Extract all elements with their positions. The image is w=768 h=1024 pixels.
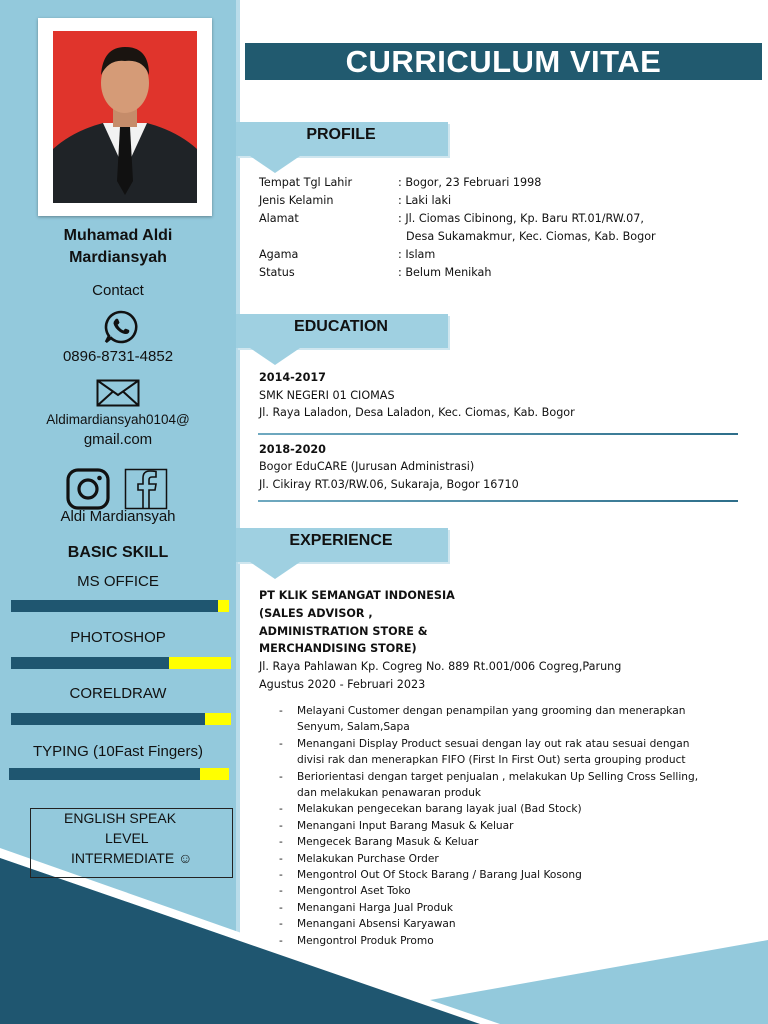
language-line-2: LEVEL	[105, 830, 149, 846]
language-box	[30, 808, 233, 878]
divider	[258, 500, 738, 502]
phone-number[interactable]: 0896-8731-4852	[62, 348, 174, 365]
instagram-icon	[66, 468, 110, 510]
profile-photo	[53, 31, 197, 203]
skill-label: PHOTOSHOP	[70, 629, 166, 646]
facebook-icon	[124, 468, 168, 510]
experience-heading: EXPERIENCE	[289, 532, 393, 549]
skill-label: MS OFFICE	[77, 573, 159, 590]
duty-item: - Mengontrol Aset Toko	[277, 883, 698, 899]
language-line-3: INTERMEDIATE ☺	[71, 850, 193, 866]
profile-heading: PROFILE	[306, 126, 376, 143]
email-address[interactable]	[0, 410, 236, 450]
profile-value: : Jl. Ciomas Cibinong, Kp. Baru RT.01/RW.07,	[398, 212, 644, 225]
name-line-2: Mardiansyah	[69, 249, 167, 266]
full-name	[0, 225, 236, 269]
profile-section-tab	[236, 122, 448, 156]
duty-item-continued: Senyum, Salam,Sapa	[297, 721, 410, 734]
education-address: Jl. Cikiray RT.03/RW.06, Sukaraja, Bogor 16710	[259, 478, 519, 491]
skill-label: CORELDRAW	[69, 685, 167, 702]
profile-value: : Bogor, 23 Februari 1998	[398, 176, 542, 189]
skill-bar-fill	[9, 768, 200, 780]
duty-item: - Melakukan Purchase Order	[277, 851, 698, 867]
contact-title: Contact	[92, 282, 144, 299]
photo-frame	[38, 18, 212, 216]
skill-bar	[11, 657, 231, 669]
skill-label: TYPING (10Fast Fingers)	[32, 743, 204, 760]
duty-item-continued: divisi rak dan menerapkan FIFO (First In First Out) serta grouping product	[297, 754, 686, 767]
duty-item: - Mengecek Barang Masuk & Keluar	[277, 834, 698, 850]
basic-skill-title: BASIC SKILL	[67, 544, 169, 561]
skill-bar-fill	[11, 713, 205, 725]
company-name: PT KLIK SEMANGAT INDONESIA	[259, 589, 455, 602]
profile-label: Agama	[259, 248, 299, 261]
name-line-1: Muhamad Aldi	[63, 227, 173, 244]
tab-notch	[250, 348, 300, 365]
skill-bar-fill	[11, 657, 169, 669]
duty-item: - Melakukan pengecekan barang layak jual (Bad Stock)	[277, 801, 698, 817]
whatsapp-icon	[103, 309, 139, 345]
duty-list	[277, 703, 698, 949]
duty-item: - Menangani Absensi Karyawan	[277, 916, 698, 932]
profile-value: : Laki laki	[398, 194, 452, 207]
language-line-1: ENGLISH SPEAK	[64, 810, 177, 826]
profile-label: Tempat Tgl Lahir	[259, 176, 353, 189]
profile-label: Alamat	[259, 212, 299, 225]
duty-item: - Beriorientasi dengan target penjualan , melakukan Up Selling Cross Selling,	[277, 769, 698, 785]
education-heading: EDUCATION	[294, 318, 388, 335]
profile-value: Desa Sukamakmur, Kec. Ciomas, Kab. Bogor	[406, 230, 656, 243]
duty-item: - Mengontrol Produk Promo	[277, 933, 698, 949]
job-role-line: ADMINISTRATION STORE &	[259, 625, 428, 638]
email-line-1: Aldimardiansyah0104@	[46, 412, 190, 427]
education-section-tab	[236, 314, 448, 348]
corner-light-triangle	[430, 940, 768, 1024]
divider	[258, 433, 738, 435]
profile-value: : Islam	[398, 248, 436, 261]
education-school: Bogor EduCARE (Jurusan Administrasi)	[259, 460, 475, 473]
duty-item: - Mengontrol Out Of Stock Barang / Barang Jual Kosong	[277, 867, 698, 883]
skill-bar	[11, 713, 231, 725]
skill-bar-fill	[11, 600, 218, 612]
duty-item: - Melayani Customer dengan penampilan yang grooming dan menerapkan	[277, 703, 698, 719]
email-line-2: gmail.com	[83, 431, 153, 448]
cv-title: CURRICULUM VITAE	[245, 43, 762, 80]
mail-icon	[96, 379, 140, 407]
profile-label: Jenis Kelamin	[259, 194, 334, 207]
profile-value: : Belum Menikah	[398, 266, 492, 279]
education-address: Jl. Raya Laladon, Desa Laladon, Kec. Ciomas, Kab. Bogor	[259, 406, 575, 419]
tab-notch	[250, 156, 300, 173]
duty-item: - Menangani Input Barang Masuk & Keluar	[277, 818, 698, 834]
experience-section-tab	[236, 528, 448, 562]
education-school: SMK NEGERI 01 CIOMAS	[259, 389, 395, 402]
job-role-line: MERCHANDISING STORE)	[259, 642, 417, 655]
tab-notch	[250, 562, 300, 579]
company-address: Jl. Raya Pahlawan Kp. Cogreg No. 889 Rt.001/006 Cogreg,Parung	[259, 660, 622, 673]
education-years: 2014-2017	[259, 371, 326, 384]
skill-bar	[11, 600, 229, 612]
job-role-line: (SALES ADVISOR ,	[259, 607, 373, 620]
social-handle: Aldi Mardiansyah	[60, 508, 176, 525]
skill-bar	[9, 768, 229, 780]
job-period: Agustus 2020 - Februari 2023	[259, 678, 426, 691]
duty-item: - Menangani Harga Jual Produk	[277, 900, 698, 916]
profile-label: Status	[259, 266, 295, 279]
duty-item: - Menangani Display Product sesuai dengan lay out rak atau sesuai dengan	[277, 736, 698, 752]
education-years: 2018-2020	[259, 443, 326, 456]
duty-item-continued: dan melakukan penawaran produk	[297, 787, 482, 800]
